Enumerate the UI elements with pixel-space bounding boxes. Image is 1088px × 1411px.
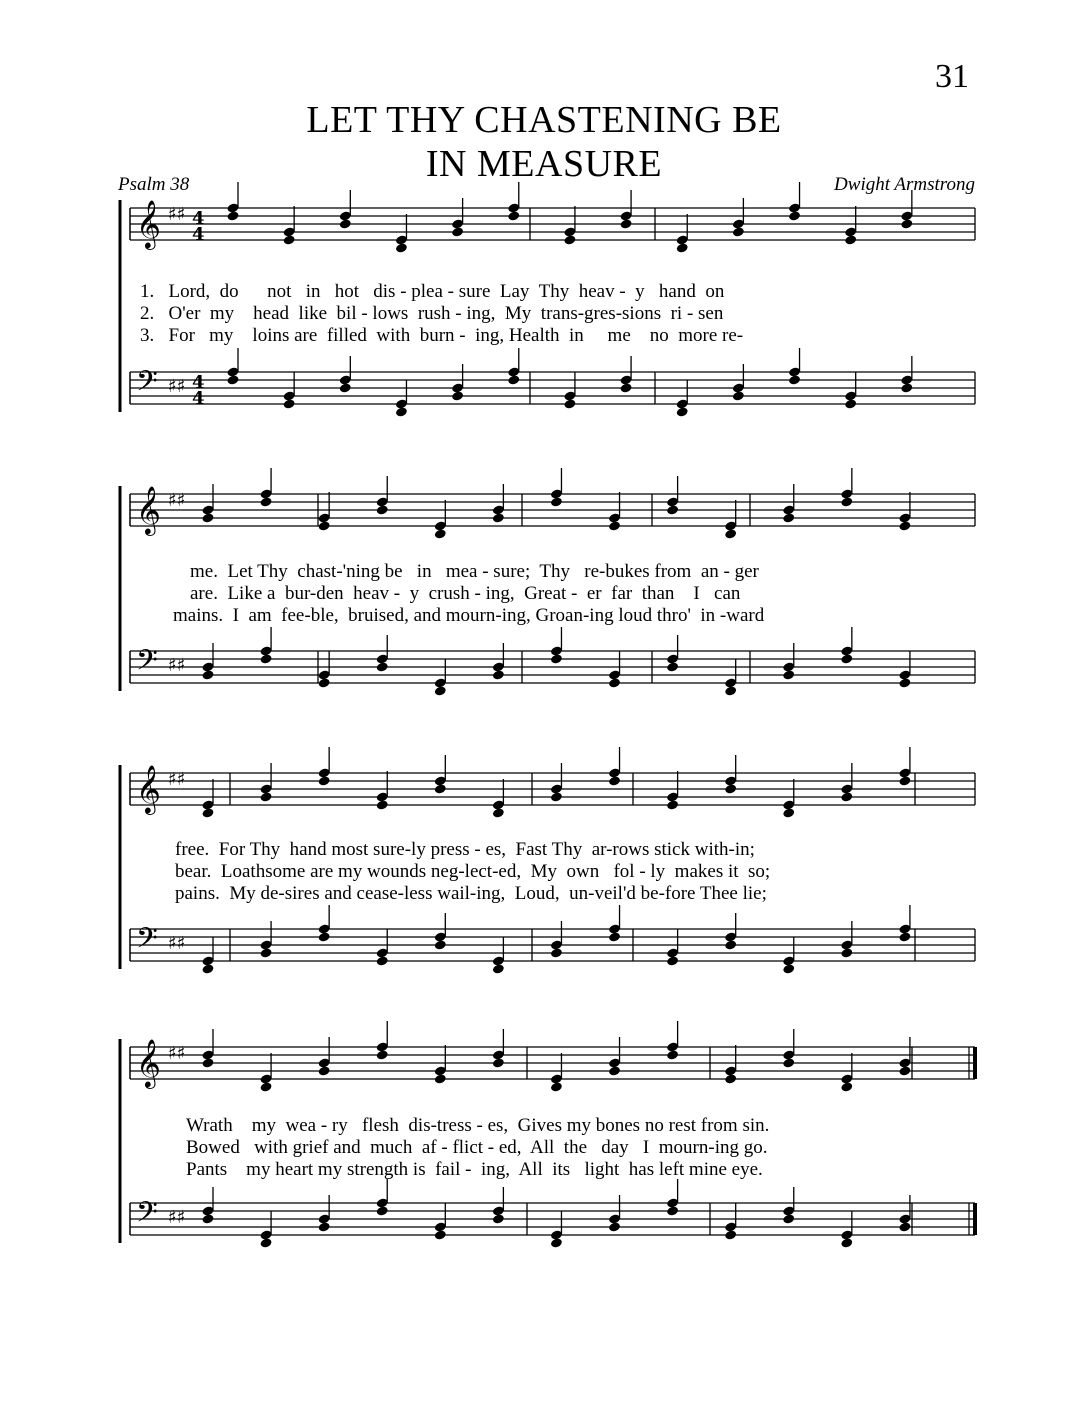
note-head [492,512,505,523]
time-signature: 4 [192,208,205,229]
note-head [608,775,621,786]
note-head [451,390,464,401]
note-head [434,1073,447,1084]
note-head [376,661,389,672]
key-signature-sharp: ♯♯ [168,204,186,225]
note-head [563,234,576,245]
treble-clef: 𝄞 [136,1038,161,1087]
lyric-s2-v3: mains. I am fee-ble, bruised, and mourn-ing, Groan-ing loud thro' in -ward [173,605,765,626]
note-head [318,520,331,531]
lyric-s2-v1: me. Let Thy chast-'ning be in mea - sure; Thy re-bukes from an - ger [190,561,759,582]
key-signature-sharp: ♯♯ [168,376,186,397]
note-head [550,947,563,958]
note-head [201,1057,214,1068]
note-head [608,1221,621,1232]
note-head [550,1237,563,1248]
note-head [260,791,273,802]
note-head [318,931,331,942]
note-head [840,496,853,507]
page-number: 31 [935,58,969,95]
note-head [732,226,745,237]
note-head [782,1213,795,1224]
note-head [608,520,621,531]
treble-clef: 𝄞 [136,485,161,534]
note-head [434,783,447,794]
note-head [840,791,853,802]
lyric-s4-v2: Bowed with grief and much af - flict - ed, All the day I mourn-ing go. [186,1137,768,1158]
note-head [318,775,331,786]
note-head [782,512,795,523]
note-head [724,1073,737,1084]
note-head [840,1081,853,1092]
note-head [898,677,911,688]
hymn-title-line-2: IN MEASURE [425,143,663,185]
key-signature-sharp: ♯♯ [168,769,186,790]
note-head [492,1057,505,1068]
note-head [900,382,913,393]
note-head [201,669,214,680]
note-head [550,653,563,664]
note-head [226,210,239,221]
lyric-s1-v2: 2. O'er my head like bil - lows rush - ing, My trans-gres-sions ri - sen [140,303,724,324]
lyric-s1-v1: 1. Lord, do not in hot dis - plea - sure Lay Thy heav - y hand on [140,281,725,302]
note-head [260,1237,273,1248]
treble-clef: 𝄞 [136,199,161,248]
note-head [724,685,737,696]
note-head [283,234,296,245]
note-head [550,791,563,802]
note-head [260,496,273,507]
note-head [844,398,857,409]
note-head [395,242,408,253]
bass-clef: 𝄢 [136,922,158,962]
note-head [900,218,913,229]
note-head [840,947,853,958]
note-head [898,1221,911,1232]
treble-clef: 𝄞 [136,764,161,813]
note-head [492,669,505,680]
note-head [395,406,408,417]
time-signature: 4 [192,224,205,245]
lyric-s4-v1: Wrath my wea - ry flesh dis-tress - es, Gives my bones no rest from sin. [186,1115,770,1136]
note-head [492,963,505,974]
note-head [724,1229,737,1240]
time-signature: 4 [192,372,205,393]
note-head [507,210,520,221]
note-head [376,955,389,966]
time-signature: 4 [192,388,205,409]
note-head [788,374,801,385]
lyric-s4-v3: Pants my heart my strength is fail - ing, All its light has left mine eye. [186,1159,763,1180]
lyric-s3-v1: free. For Thy hand most sure-ly press - es, Fast Thy ar-rows stick with-in; [175,839,755,860]
note-head [283,398,296,409]
note-head [201,963,214,974]
note-head [260,653,273,664]
note-head [898,520,911,531]
note-head [608,931,621,942]
note-head [898,775,911,786]
note-head [788,210,801,221]
note-head [550,1081,563,1092]
note-head [318,1221,331,1232]
key-signature-sharp: ♯♯ [168,1207,186,1228]
lyric-s1-v3: 3. For my loins are filled with burn - ing, Health in me no more re- [140,325,744,346]
note-head [376,1049,389,1060]
note-head [608,677,621,688]
note-head [376,799,389,810]
note-head [318,677,331,688]
note-head [451,226,464,237]
note-head [840,653,853,664]
key-signature-sharp: ♯♯ [168,933,186,954]
note-head [620,382,633,393]
note-head [666,799,679,810]
note-head [666,955,679,966]
note-head [898,1065,911,1076]
key-signature-sharp: ♯♯ [168,655,186,676]
lyric-s3-v3: pains. My de-sires and cease-less wail-ing, Loud, un-veil'd be-fore Thee lie; [175,883,767,904]
note-head [724,939,737,950]
note-head [666,1205,679,1216]
note-head [492,1213,505,1224]
composer: Dwight Armstrong [834,174,975,195]
note-head [782,669,795,680]
note-head [434,939,447,950]
note-head [724,528,737,539]
note-head [201,512,214,523]
note-head [732,390,745,401]
note-head [339,382,352,393]
lyric-s2-v2: are. Like a bur-den heav - y crush - ing, Great - er far than I can [190,583,741,604]
note-head [782,963,795,974]
key-signature-sharp: ♯♯ [168,1043,186,1064]
bass-clef: 𝄢 [136,644,158,684]
note-head [666,1049,679,1060]
bass-clef: 𝄢 [136,365,158,405]
note-head [260,1081,273,1092]
note-head [339,218,352,229]
note-head [608,1065,621,1076]
note-head [782,1057,795,1068]
note-head [676,406,689,417]
note-head [620,218,633,229]
note-head [550,496,563,507]
bass-clef: 𝄢 [136,1196,158,1236]
key-signature-sharp: ♯♯ [168,490,186,511]
note-head [563,398,576,409]
lyric-s3-v2: bear. Loathsome are my wounds neg-lect-ed, My own fol - ly makes it so; [175,861,771,882]
note-head [201,807,214,818]
note-head [676,242,689,253]
note-head [724,783,737,794]
note-head [666,504,679,515]
note-head [226,374,239,385]
note-head [434,685,447,696]
note-head [844,234,857,245]
note-head [260,947,273,958]
note-head [434,1229,447,1240]
note-head [318,1065,331,1076]
note-head [898,931,911,942]
note-head [507,374,520,385]
hymn-title-line-1: LET THY CHASTENING BE [306,99,782,141]
note-head [201,1213,214,1224]
text-source: Psalm 38 [118,174,190,195]
note-head [376,1205,389,1216]
note-head [666,661,679,672]
note-head [782,807,795,818]
note-head [840,1237,853,1248]
note-head [492,807,505,818]
note-head [376,504,389,515]
note-head [434,528,447,539]
